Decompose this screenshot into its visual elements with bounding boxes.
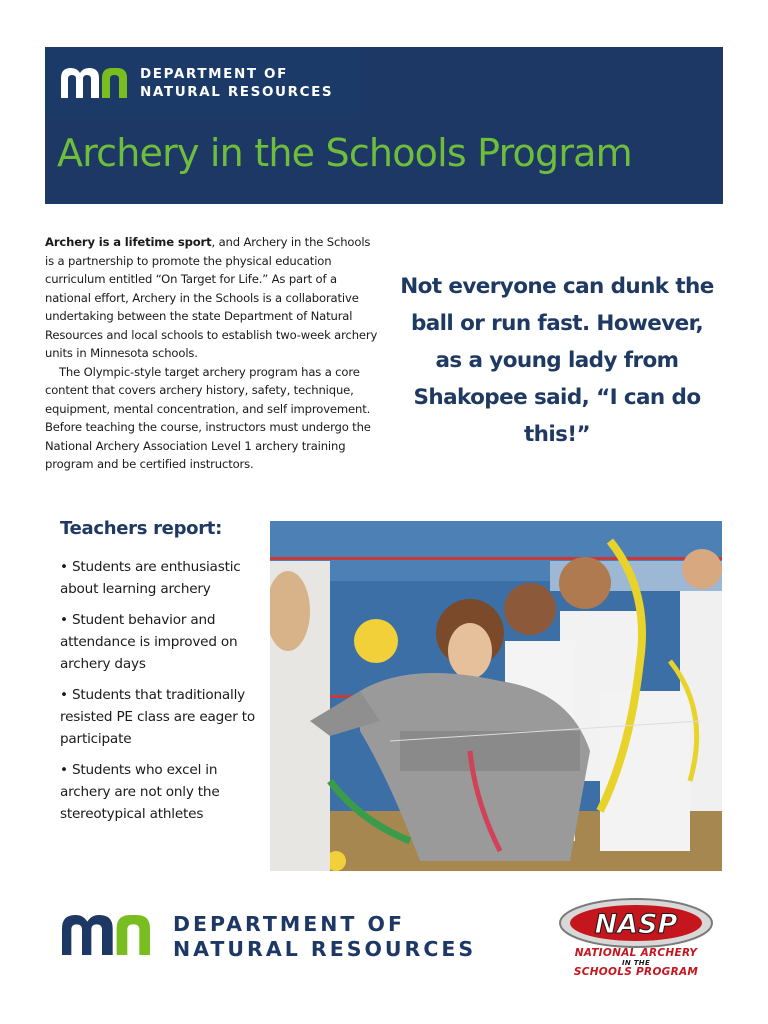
footer-org-line-2: NATURAL RESOURCES [173,937,477,961]
header-banner [45,47,723,204]
intro-text [45,233,380,474]
intro-paragraph-1 [45,233,380,363]
footer-org-name [173,912,476,962]
teachers-report-heading: Teachers report: [60,518,223,539]
list-item: • Students who excel in archery are not only the stereotypical athletes [60,762,220,822]
footer-org-line-1: DEPARTMENT OF [173,912,405,936]
dnr-logo [45,47,359,114]
nasp-subtitle [556,948,716,978]
org-line-1: DEPARTMENT OF [140,66,288,82]
page-title: Archery in the Schools Program [57,131,632,175]
list-item: • Student behavior and attendance is improved on archery days [60,612,238,672]
pull-quote: Not everyone can dunk the ball or run fast. However, as a young lady from Shakopee said, “I can do this!” [400,274,714,447]
nasp-logo-text: NASP [594,909,678,940]
intro-paragraph-2: The Olympic-style target archery program has a core content that covers archery history, safety, technique, equipment, mental concentration, and self improvement. Before teaching the course, instructors must undergo the National Archery Association Level 1 archery training program and be certified instructors. [45,364,371,471]
nasp-line-3: SCHOOLS PROGRAM [573,966,699,978]
mn-logo-icon [62,913,158,957]
list-item: • Students that traditionally resisted PE class are eager to participate [60,687,255,747]
intro-p1-rest: , and Archery in the Schools is a partnership to promote the physical education curriculum entitled “On Target for Life.” As part of a national effort, Archery in the Schools is a collaborative undertaking between the state Department of Natural Resources and local schools to establish two-week archery units in Minnesota schools. [45,235,378,360]
intro-lead: Archery is a lifetime sport [45,235,212,249]
org-line-2: NATURAL RESOURCES [140,84,334,100]
nasp-line-1: NATIONAL ARCHERY [574,947,698,959]
dnr-org-name [140,65,333,101]
mn-logo-icon [61,68,133,98]
list-item: • Students are enthusiastic about learning archery [60,559,241,597]
nasp-line-2: IN THE [621,959,651,967]
teachers-report-list [60,556,260,834]
students-archery-photo [270,521,722,871]
